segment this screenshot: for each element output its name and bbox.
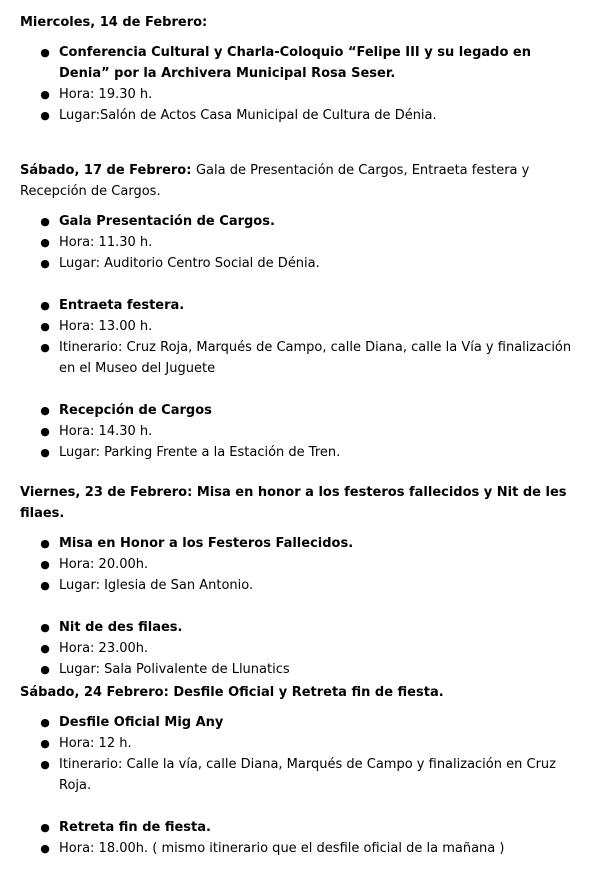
bullet-icon: ● (40, 215, 50, 228)
bullet-icon: ● (40, 842, 50, 855)
event-title-line (20, 712, 585, 733)
day-heading-date: Sábado, 24 Febrero: (20, 685, 169, 700)
event-detail-line (20, 84, 585, 105)
event-title: Retreta fin de fiesta. (59, 820, 211, 835)
event-detail-line (20, 838, 585, 859)
day-heading-description: Misa en honor a los festeros fallecidos y Nit de les filaes. (20, 485, 567, 521)
event-detail-line (20, 442, 585, 463)
event-block (20, 712, 585, 796)
event-detail: Hora: 14.30 h. (59, 424, 153, 439)
event-detail: Itinerario: Calle la vía, calle Diana, Marqués de Campo y finalización en Cruz Roja. (59, 757, 556, 793)
event-title: Recepción de Cargos (59, 403, 212, 418)
event-title-line (20, 533, 585, 554)
day-heading-description: Desfile Oficial y Retreta fin de fiesta. (173, 685, 444, 700)
bullet-icon: ● (40, 579, 50, 592)
event-detail-line (20, 232, 585, 253)
event-block (20, 295, 585, 379)
bullet-icon: ● (40, 446, 50, 459)
event-title-line (20, 817, 585, 838)
day-heading (20, 682, 585, 703)
event-detail: Hora: 12 h. (59, 736, 132, 751)
bullet-icon: ● (40, 236, 50, 249)
event-detail: Lugar: Parking Frente a la Estación de Tren. (59, 445, 341, 460)
event-detail-line (20, 638, 585, 659)
event-block (20, 211, 585, 274)
bullet-icon: ● (40, 537, 50, 550)
event-title: Nit de des filaes. (59, 620, 183, 635)
event-detail-line (20, 659, 585, 680)
event-title: Desfile Oficial Mig Any (59, 715, 224, 730)
day-heading-date: Miercoles, 14 de Febrero: (20, 15, 208, 30)
event-detail-line (20, 575, 585, 596)
day-section-viernes-23 (20, 482, 585, 693)
event-detail: Lugar: Sala Polivalente de Llunatics (59, 662, 290, 677)
event-detail: Lugar: Auditorio Centro Social de Dénia. (59, 256, 320, 271)
event-detail: Hora: 19.30 h. (59, 87, 153, 102)
day-heading (20, 482, 585, 524)
event-detail: Hora: 13.00 h. (59, 319, 153, 334)
event-detail-line (20, 105, 585, 126)
event-detail: Itinerario: Cruz Roja, Marqués de Campo, calle Diana, calle la Vía y finalización en el Museo del Juguete (59, 340, 572, 376)
bullet-icon: ● (40, 716, 50, 729)
day-heading-date: Sábado, 17 de Febrero: (20, 163, 192, 178)
event-detail: Lugar: Iglesia de San Antonio. (59, 578, 254, 593)
event-detail-line (20, 253, 585, 274)
event-block (20, 617, 585, 680)
bullet-icon: ● (40, 558, 50, 571)
event-detail-line (20, 337, 585, 379)
event-title-line (20, 295, 585, 316)
day-section-sabado-17 (20, 160, 585, 476)
event-title: Misa en Honor a los Festeros Fallecidos. (59, 536, 354, 551)
event-title: Conferencia Cultural y Charla-Coloquio “Felipe III y su legado en Denia” por la Archivera Municipal Rosa Seser. (59, 45, 531, 81)
bullet-icon: ● (40, 737, 50, 750)
event-detail-line (20, 316, 585, 337)
event-detail-line (20, 554, 585, 575)
day-heading-description: Gala de Presentación de Cargos, Entraeta festera y Recepción de Cargos. (20, 163, 530, 199)
bullet-icon: ● (40, 621, 50, 634)
event-detail-line (20, 754, 585, 796)
event-detail-line (20, 733, 585, 754)
bullet-icon: ● (40, 46, 50, 59)
day-section-sabado-24 (20, 682, 585, 872)
day-heading-date: Viernes, 23 de Febrero: (20, 485, 193, 500)
bullet-icon: ● (40, 663, 50, 676)
day-heading (20, 160, 585, 202)
event-detail: Hora: 18.00h. ( mismo itinerario que el desfile oficial de la mañana ) (59, 841, 505, 856)
event-detail-line (20, 421, 585, 442)
event-detail: Hora: 23.00h. (59, 641, 149, 656)
bullet-icon: ● (40, 341, 50, 354)
event-block (20, 400, 585, 463)
bullet-icon: ● (40, 88, 50, 101)
day-section-miercoles-14 (20, 12, 585, 139)
event-block (20, 42, 585, 126)
event-detail: Hora: 11.30 h. (59, 235, 153, 250)
event-title-line (20, 617, 585, 638)
day-heading (20, 12, 585, 33)
event-block (20, 817, 585, 859)
event-title-line (20, 211, 585, 232)
event-block (20, 533, 585, 596)
event-detail: Hora: 20.00h. (59, 557, 149, 572)
event-title-line (20, 400, 585, 421)
event-title: Gala Presentación de Cargos. (59, 214, 275, 229)
bullet-icon: ● (40, 320, 50, 333)
bullet-icon: ● (40, 821, 50, 834)
event-detail: Lugar:Salón de Actos Casa Municipal de Cultura de Dénia. (59, 108, 437, 123)
event-title: Entraeta festera. (59, 298, 185, 313)
bullet-icon: ● (40, 758, 50, 771)
bullet-icon: ● (40, 425, 50, 438)
bullet-icon: ● (40, 257, 50, 270)
bullet-icon: ● (40, 299, 50, 312)
event-title-line (20, 42, 585, 84)
bullet-icon: ● (40, 109, 50, 122)
bullet-icon: ● (40, 404, 50, 417)
bullet-icon: ● (40, 642, 50, 655)
